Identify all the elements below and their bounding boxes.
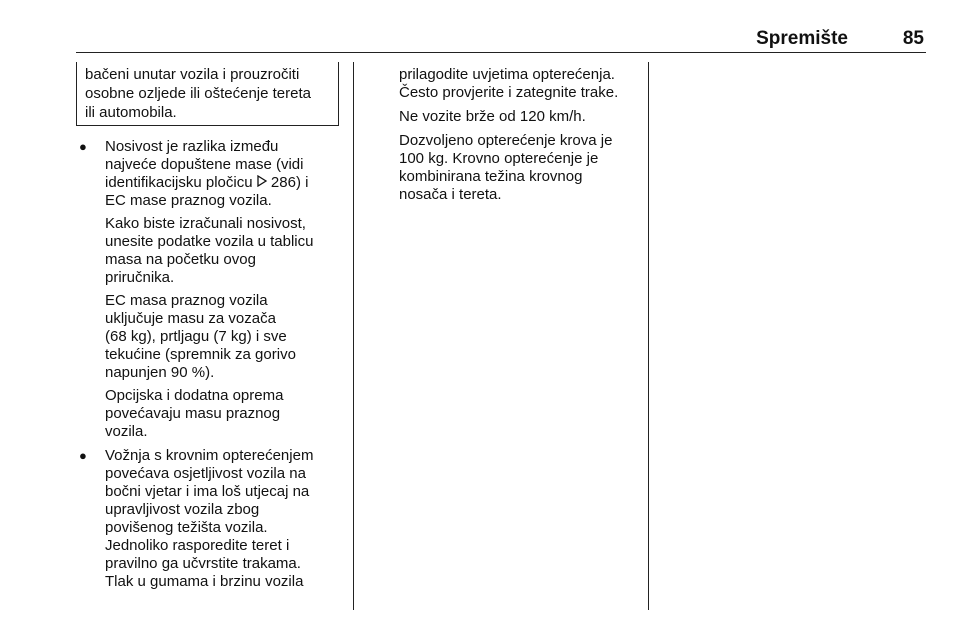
warning-box <box>76 62 339 126</box>
paragraph: prilagodite uvjetima opterećenja. Često provjerite i zategnite trake. <box>399 66 619 101</box>
bullet-icon: ● <box>79 448 87 463</box>
section-title: Spremište <box>756 28 848 49</box>
header-rule <box>76 52 926 53</box>
paragraph: Opcijska i dodatna oprema povećavaju masu praznog vozila. <box>105 387 284 440</box>
triangle-right-icon <box>257 175 267 189</box>
column-divider-left <box>353 62 354 610</box>
paragraph: Ne vozite brže od 120 km/h. <box>399 108 586 125</box>
paragraph: Vožnja s krovnim opterećenjem povećava osjetljivost vozila na bočni vjetar i ima loš utjecaj na upravljivost vozila zbog povišenog težišta vozila. Jednoliko rasporedite teret i pravilno ga učvrstite trakama. Tlak u gumama i brzinu vozila <box>105 447 314 590</box>
paragraph: EC masa praznog vozila uključuje masu za vozača (68 kg), prtljagu (7 kg) i sve tekućine (spremnik za gorivo napunjen 90 %). <box>105 292 296 381</box>
bullet-icon: ● <box>79 139 87 154</box>
paragraph: Nosivost je razlika između najveće dopuštene mase (vidi identifikacijsku pločicu 286) i EC mase praznog vozila. <box>105 138 309 209</box>
paragraph: Dozvoljeno opterećenje krova je 100 kg. Krovno opterećenje je kombinirana težina krovnog nosača i tereta. <box>399 132 613 203</box>
column-left <box>76 138 344 597</box>
bullet-item-load-capacity <box>76 138 344 441</box>
warning-text: bačeni unutar vozila i prouzročiti osobne ozljede ili oštećenje tereta ili automobila. <box>85 66 311 121</box>
paragraph: Kako biste izračunali nosivost, unesite podatke vozila u tablicu masa na početku ovog priručnika. <box>105 215 314 286</box>
page-number: 85 <box>902 28 924 49</box>
bullet-item-roof-load <box>76 447 344 591</box>
column-middle <box>399 66 639 210</box>
column-divider-right <box>648 62 649 610</box>
